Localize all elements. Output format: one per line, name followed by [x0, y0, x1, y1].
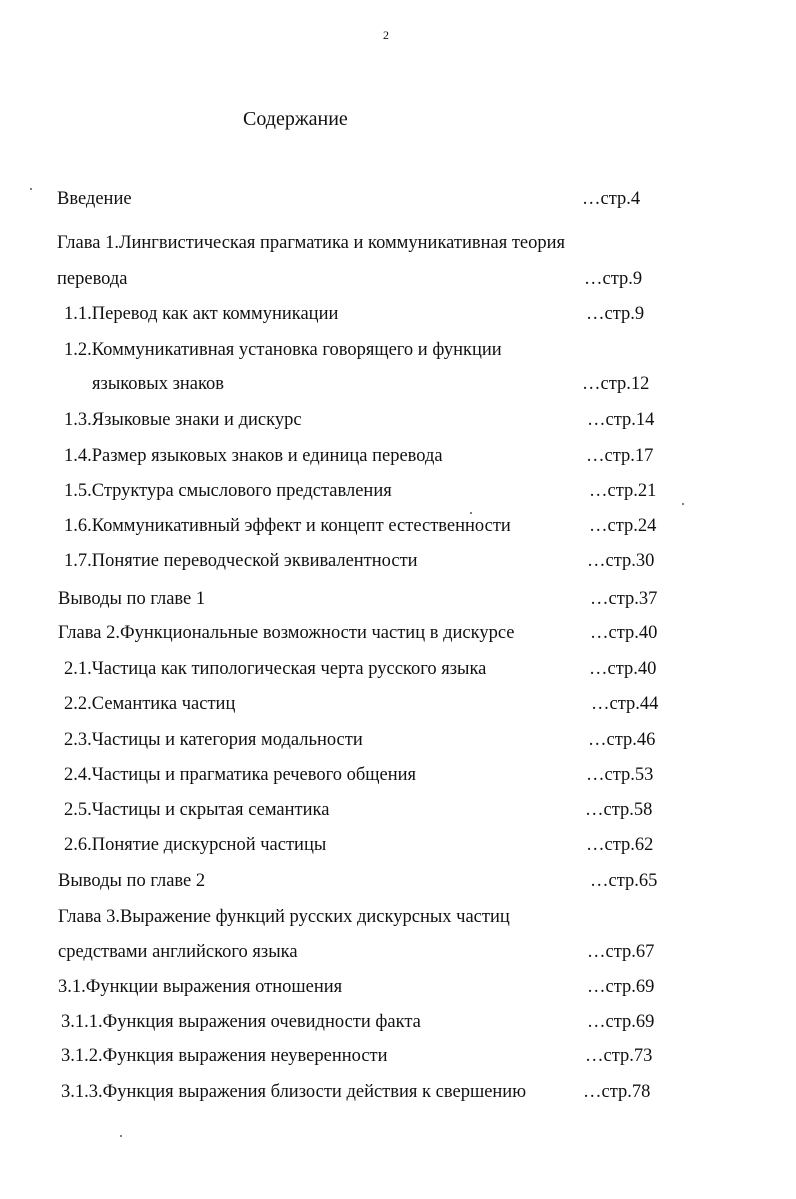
page-title: Содержание: [243, 108, 348, 130]
toc-entry-page: …стр.69: [587, 977, 655, 997]
toc-entry-label: 1.5.Структура смыслового представления: [64, 481, 392, 501]
toc-entry: [0, 1009, 796, 1035]
toc-entry-label: 1.2.Коммуникативная установка говорящего и функции: [64, 340, 502, 360]
toc-entry-label: Выводы по главе 2: [58, 871, 206, 891]
toc-entry: [0, 691, 796, 717]
toc-entry: [0, 371, 796, 397]
toc-entry: [0, 478, 796, 504]
toc-entry: [0, 186, 796, 212]
toc-entry: [0, 974, 796, 1000]
scan-speck: [30, 188, 32, 190]
toc-entry-page: …стр.17: [586, 446, 654, 466]
toc-entry-page: …стр.37: [590, 589, 658, 609]
toc-entry-page: …стр.73: [585, 1046, 653, 1066]
toc-entry-page: …стр.9: [584, 269, 643, 289]
toc-entry-label: 1.1.Перевод как акт коммуникации: [64, 304, 339, 324]
toc-entry-page: …стр.30: [587, 551, 655, 571]
toc-entry-page: …стр.46: [588, 730, 656, 750]
toc-entry-label: 2.2.Семантика частиц: [64, 694, 236, 714]
toc-entry: [0, 230, 796, 256]
toc-entry: [0, 904, 796, 930]
toc-entry: [0, 762, 796, 788]
toc-entry-page: …стр.14: [587, 410, 655, 430]
toc-entry-label: 3.1.1.Функция выражения очевидности факта: [61, 1012, 421, 1032]
toc-entry: [0, 337, 796, 363]
toc-entry-label: 1.4.Размер языковых знаков и единица перевода: [64, 446, 443, 466]
toc-entry-label: Выводы по главе 1: [58, 589, 206, 609]
toc-entry-label: 3.1.2.Функция выражения неуверенности: [61, 1046, 388, 1066]
toc-entry-page: …стр.62: [586, 835, 654, 855]
toc-entry-page: …стр.12: [582, 374, 650, 394]
toc-entry-label: 1.7.Понятие переводческой эквивалентности: [64, 551, 418, 571]
toc-entry: [0, 407, 796, 433]
toc-entry-label: Глава 2.Функциональные возможности частиц в дискурсе: [58, 623, 515, 643]
toc-entry-label: 2.1.Частица как типологическая черта русского языка: [64, 659, 487, 679]
toc-entry-page: …стр.65: [590, 871, 658, 891]
toc-entry-label: 1.3.Языковые знаки и дискурс: [64, 410, 302, 430]
toc-entry: [0, 868, 796, 894]
toc-entry: [0, 620, 796, 646]
toc-entry: [0, 727, 796, 753]
toc-entry-label: языковых знаков: [92, 374, 225, 394]
toc-entry: [0, 548, 796, 574]
toc-entry-label: перевода: [57, 269, 128, 289]
scan-speck: [470, 512, 472, 514]
page-number: 2: [383, 28, 389, 42]
toc-entry: [0, 1043, 796, 1069]
toc-entry-label: 3.1.3.Функция выражения близости действия к свершению: [61, 1082, 527, 1102]
toc-entry: [0, 1079, 796, 1105]
toc-entry-page: …стр.44: [591, 694, 659, 714]
scan-speck: [682, 503, 684, 505]
toc-entry: [0, 443, 796, 469]
toc-entry: [0, 513, 796, 539]
toc-entry: [0, 939, 796, 965]
toc-entry-page: …стр.53: [586, 765, 654, 785]
toc-entry-page: …стр.9: [586, 304, 645, 324]
toc-entry-label: 1.6.Коммуникативный эффект и концепт естественности: [64, 516, 511, 536]
toc-entry-page: …стр.67: [587, 942, 655, 962]
toc-entry-label: 2.5.Частицы и скрытая семантика: [64, 800, 330, 820]
toc-entry-label: Введение: [57, 189, 132, 209]
toc-entry: [0, 832, 796, 858]
toc-entry-page: …стр.40: [589, 659, 657, 679]
toc-entry: [0, 301, 796, 327]
toc-entry: [0, 656, 796, 682]
toc-entry-label: средствами английского языка: [58, 942, 298, 962]
toc-entry: [0, 586, 796, 612]
toc-entry-page: …стр.78: [583, 1082, 651, 1102]
toc-entry-page: …стр.58: [585, 800, 653, 820]
toc-entry-page: …стр.40: [590, 623, 658, 643]
toc-entry-page: …стр.21: [589, 481, 657, 501]
toc-entry-label: 3.1.Функции выражения отношения: [58, 977, 343, 997]
toc-entry-page: …стр.69: [587, 1012, 655, 1032]
toc-entry: [0, 797, 796, 823]
toc-entry-label: 2.3.Частицы и категория модальности: [64, 730, 363, 750]
toc-entry-page: …стр.4: [582, 189, 641, 209]
toc-entry: [0, 266, 796, 292]
toc-entry-label: Глава 1.Лингвистическая прагматика и коммуникативная теория: [57, 233, 566, 253]
toc-entry-label: 2.6.Понятие дискурсной частицы: [64, 835, 327, 855]
scan-speck: [120, 1135, 122, 1137]
toc-entry-label: Глава 3.Выражение функций русских дискурсных частиц: [58, 907, 510, 927]
toc-entry-label: 2.4.Частицы и прагматика речевого общения: [64, 765, 417, 785]
toc-entry-page: …стр.24: [589, 516, 657, 536]
